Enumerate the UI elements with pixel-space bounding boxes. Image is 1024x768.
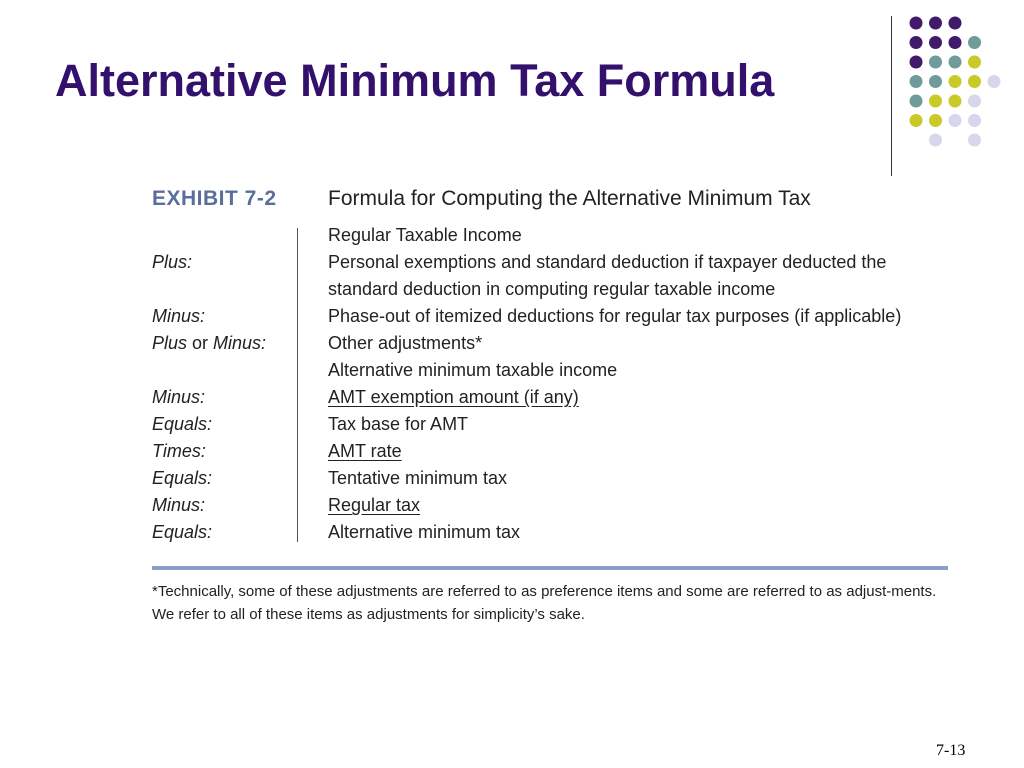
formula-row <box>152 357 948 384</box>
exhibit-header <box>152 184 948 218</box>
formula-row-text: Alternative minimum taxable income <box>328 360 618 380</box>
decorative-dot <box>929 17 942 30</box>
exhibit-7-2 <box>152 184 948 634</box>
formula-row <box>152 249 948 303</box>
formula-row-text: Personal exemptions and standard deduction if taxpayer deducted the standard deduction in computing regular taxable income <box>328 252 887 299</box>
formula-row-text: AMT rate <box>328 441 402 461</box>
decorative-dot <box>949 114 962 127</box>
decorative-dot <box>968 56 981 69</box>
decorative-dot <box>949 17 962 30</box>
exhibit-label: EXHIBIT 7-2 <box>152 187 277 210</box>
decorative-dot <box>929 56 942 69</box>
formula-row-label: Minus: <box>152 387 206 407</box>
formula-row-label: Equals: <box>152 468 213 488</box>
formula-row <box>152 411 948 438</box>
formula-row <box>152 492 948 519</box>
decorative-dot <box>968 36 981 49</box>
decorative-dot <box>929 134 942 147</box>
decorative-dot-grid <box>906 14 1006 174</box>
decorative-dot <box>910 114 923 127</box>
decorative-dot <box>929 36 942 49</box>
decorative-dot <box>910 56 923 69</box>
formula-row-text: Tentative minimum tax <box>328 468 508 488</box>
formula-row-text: AMT exemption amount (if any) <box>328 387 579 407</box>
decorative-dot <box>988 75 1001 88</box>
decorative-dot <box>968 114 981 127</box>
decorative-dot <box>968 75 981 88</box>
decorative-dot <box>949 95 962 108</box>
formula-row <box>152 519 948 546</box>
page-number: 7-13 <box>936 742 966 759</box>
formula-row-label: Plus: <box>152 252 193 272</box>
formula-row <box>152 222 948 249</box>
decorative-dot <box>968 95 981 108</box>
formula-row-text: Tax base for AMT <box>328 414 469 434</box>
title-divider <box>891 16 892 176</box>
decorative-dot <box>910 36 923 49</box>
formula-row-label: Minus: <box>152 495 206 515</box>
formula-row-text: Regular tax <box>328 495 421 515</box>
exhibit-footnote: *Technically, some of these adjustments are referred to as preference items and some are referred to as adjust-ments. We refer to all of these items as adjustments for simplicity’s sake. <box>152 583 937 623</box>
formula-row-label: Times: <box>152 441 206 461</box>
formula-row <box>152 438 948 465</box>
exhibit-title: Formula for Computing the Alternative Minimum Tax <box>328 187 811 210</box>
formula-row-text: Regular Taxable Income <box>328 225 522 245</box>
slide-title: Alternative Minimum Tax Formula <box>55 55 775 106</box>
exhibit-bottom-rule <box>152 566 948 570</box>
decorative-dot <box>910 95 923 108</box>
formula-row <box>152 465 948 492</box>
formula-row-label: Plus or Minus: <box>152 333 267 353</box>
decorative-dot <box>949 56 962 69</box>
decorative-dot <box>929 114 942 127</box>
decorative-dot <box>949 75 962 88</box>
formula-rows <box>152 222 948 546</box>
formula-row-text: Other adjustments* <box>328 333 483 353</box>
decorative-dot <box>949 36 962 49</box>
formula-row-label: Equals: <box>152 522 213 542</box>
formula-row-label: Equals: <box>152 414 213 434</box>
formula-row <box>152 384 948 411</box>
formula-row <box>152 303 948 330</box>
decorative-dot <box>910 75 923 88</box>
decorative-dot <box>968 134 981 147</box>
formula-row <box>152 330 948 357</box>
decorative-dot <box>910 17 923 30</box>
decorative-dot <box>929 75 942 88</box>
formula-row-label: Minus: <box>152 306 206 326</box>
decorative-dot <box>929 95 942 108</box>
formula-row-text: Phase-out of itemized deductions for regular tax purposes (if applicable) <box>328 306 902 326</box>
formula-row-text: Alternative minimum tax <box>328 522 521 542</box>
